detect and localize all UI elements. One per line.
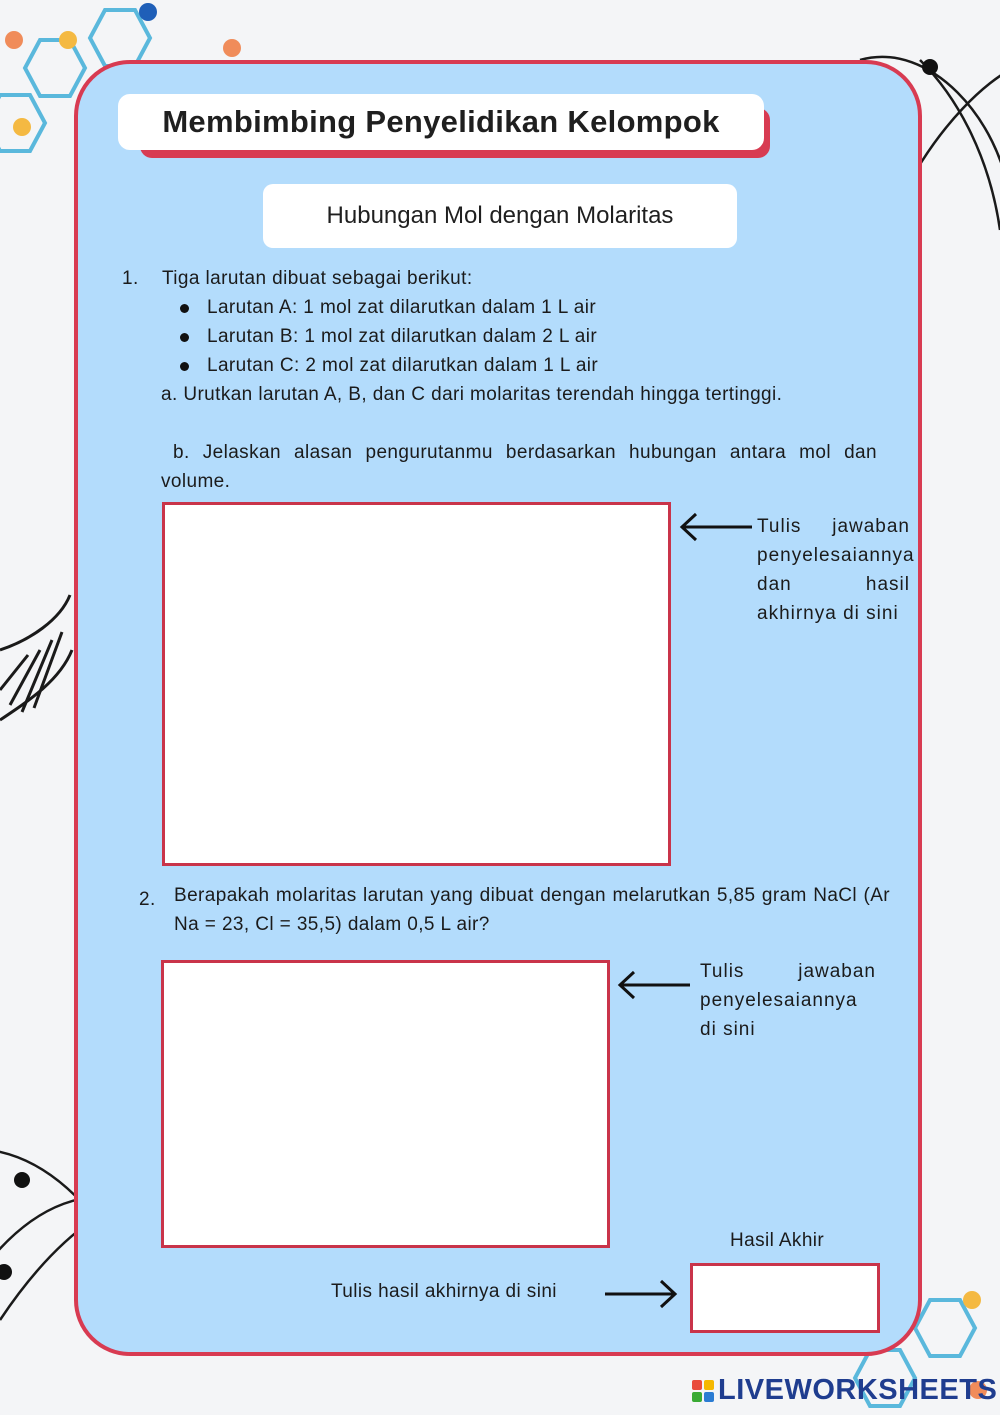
question-1-answer-input[interactable] xyxy=(162,502,671,866)
bullet-icon xyxy=(180,304,189,313)
question-2-answer-input[interactable] xyxy=(161,960,610,1248)
brand-name: LIVEWORKSHEETS xyxy=(718,1374,998,1406)
question-1-part-b: b. Jelaskan alasan pengurutanmu berdasarkan hubungan antara mol dan volume. xyxy=(161,442,877,492)
liveworksheets-logo-icon xyxy=(692,1380,714,1402)
bullet-icon xyxy=(180,362,189,371)
question-1-part-a: a. Urutkan larutan A, B, dan C dari molaritas terendah hingga tertinggi. xyxy=(161,384,783,405)
page-subtitle: Hubungan Mol dengan Molaritas xyxy=(263,184,737,248)
question-1-bullet: Larutan B: 1 mol zat dilarutkan dalam 2 L air xyxy=(207,326,598,347)
question-2-number: 2. xyxy=(139,889,156,910)
dna-helix-icon xyxy=(0,595,72,720)
page-title: Membimbing Penyelidikan Kelompok xyxy=(118,94,764,150)
question-2-text: Berapakah molaritas larutan yang dibuat dengan melarutkan 5,85 gram NaCl (Ar Na = 23, Cl = 35,5) dalam 0,5 L air? xyxy=(174,885,890,935)
arrow-right-icon xyxy=(603,1279,679,1309)
question-2-hint: Tulis jawaban penyelesaiannya di sini xyxy=(700,961,876,1040)
final-answer-input[interactable] xyxy=(690,1263,880,1333)
title-banner xyxy=(118,94,768,160)
question-1-number: 1. xyxy=(122,268,139,289)
question-1-bullet: Larutan A: 1 mol zat dilarutkan dalam 1 L air xyxy=(207,297,597,318)
final-answer-label: Hasil Akhir xyxy=(730,1230,825,1251)
question-1-intro: Tiga larutan dibuat sebagai berikut: xyxy=(162,268,473,289)
arrow-left-icon xyxy=(616,970,692,1000)
bullet-icon xyxy=(180,333,189,342)
liveworksheets-logo xyxy=(692,1374,997,1407)
arrow-left-icon xyxy=(678,512,754,542)
final-answer-hint: Tulis hasil akhirnya di sini xyxy=(331,1281,557,1302)
question-1-hint: Tulis jawaban penyelesaiannya dan hasil akhirnya di sini xyxy=(757,516,915,624)
question-1-bullet: Larutan C: 2 mol zat dilarutkan dalam 1 L air xyxy=(207,355,599,376)
